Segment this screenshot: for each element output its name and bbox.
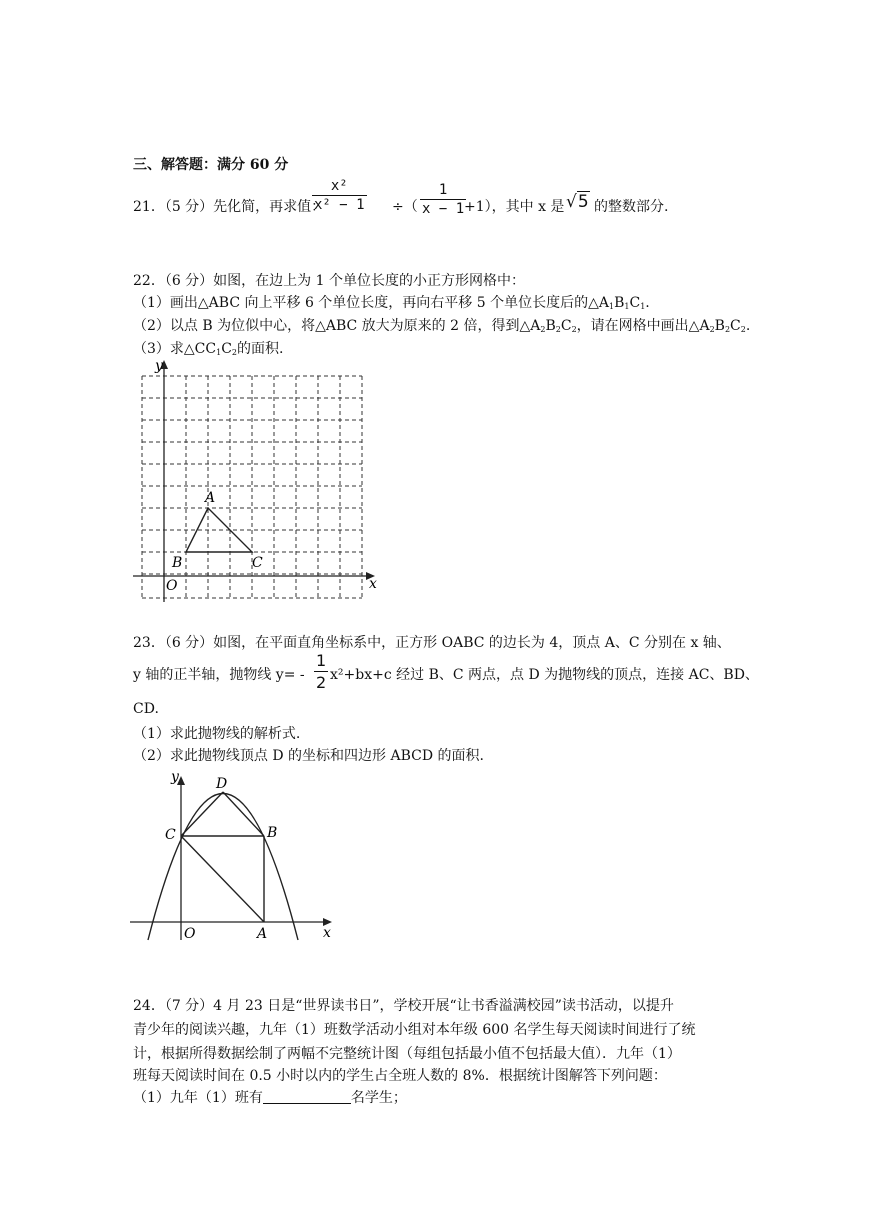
q21-frac1-denominator: x² − 1 — [314, 197, 365, 213]
point-c-label: C — [252, 555, 263, 571]
q22-part-3: （3）求$\triangle CC_1C_2$的面积. — [133, 341, 284, 357]
square-and-segments — [181, 792, 264, 922]
point-a-label: A — [257, 926, 268, 942]
q22-part-1: （1）画出△ABC 向上平移 6 个单位长度，再向右平移 5 个单位长度后的$\triangle A_1B_1C_1$. — [133, 295, 650, 311]
point-c-label: C — [165, 827, 176, 843]
q21-fraction-2 — [420, 182, 466, 217]
q21-frac2-numerator: 1 — [438, 182, 448, 198]
q23-line-2-pre: y 轴的正半轴，抛物线 y= - — [133, 667, 305, 683]
x-axis-label: x — [323, 925, 331, 941]
section-heading: 三、解答题：满分 60 分 — [133, 157, 289, 173]
q24-part-1: （1）九年（1）班有 名学生； — [133, 1090, 407, 1106]
q23-part-2: （2）求此抛物线顶点 D 的坐标和四边形 ABCD 的面积. — [133, 748, 484, 764]
q23-parabola-figure — [125, 765, 350, 945]
fraction-bar — [312, 195, 367, 196]
y-axis-label: y — [155, 358, 163, 374]
q22-part-2: （2）以点 B 为位似中心，将△ABC 放大为原来的 2 倍，得到$\triangle A_2B_2C_2$，请在网格中画出$\triangle A_2B_2C_2$. — [133, 318, 751, 334]
parabola-curve — [148, 794, 298, 941]
origin-label: O — [184, 926, 196, 942]
q21-tail: +1），其中 x 是 — [464, 199, 565, 215]
q22-lead: 22．（6 分）如图，在边上为 1 个单位长度的小正方形网格中： — [133, 273, 525, 289]
q23-frac-denominator: 2 — [316, 673, 327, 692]
q23-fraction — [314, 651, 328, 692]
q21-lead: 21．（5 分）先化简，再求值： — [133, 199, 326, 215]
answer-blank[interactable] — [263, 1091, 351, 1104]
q21-frac2-denominator: x − 1 — [422, 201, 465, 217]
q21-fraction-1 — [312, 178, 367, 213]
q23-line-2-post: x²+bx+c 经过 B、C 两点，点 D 为抛物线的顶点，连接 AC、BD、 — [330, 667, 759, 683]
q21-frac1-numerator: x² — [330, 178, 348, 194]
q21-sqrt-radicand: 5 — [577, 192, 589, 212]
point-a-label: A — [205, 490, 216, 506]
q24-line-4: 班每天阅读时间在 0.5 小时以内的学生占全班人数的 8%．根据统计图解答下列问题： — [133, 1068, 667, 1084]
q22-grid-figure — [125, 350, 385, 605]
q23-part-1: （1）求此抛物线的解析式. — [133, 726, 301, 742]
fraction-bar — [420, 199, 466, 200]
q21-divide: ÷（ — [392, 199, 418, 215]
point-b-label: B — [267, 825, 278, 841]
q24-line-3: 计，根据所得数据绘制了两幅不完整统计图（每组包括最小值不包括最大值）．九年（1） — [133, 1046, 681, 1062]
origin-label: O — [166, 578, 178, 594]
y-axis-label: y — [171, 769, 179, 785]
q23-line-3: CD. — [133, 701, 159, 717]
x-axis-label: x — [369, 576, 377, 592]
q24-line-1: 24．（7 分）4 月 23 日是“世界读书日”，学校开展“让书香溢满校园”读书活动，以提升 — [133, 998, 674, 1014]
q23-frac-numerator: 1 — [316, 651, 327, 670]
q21-end: 的整数部分. — [594, 199, 669, 215]
fraction-bar — [314, 671, 328, 672]
point-d-label: D — [216, 776, 228, 792]
sqrt-symbol: √5 — [566, 192, 589, 212]
q23-line-1: 23．（6 分）如图，在平面直角坐标系中，正方形 OABC 的边长为 4，顶点 A、C 分别在 x 轴、 — [133, 635, 731, 651]
point-b-label: B — [172, 555, 183, 571]
q24-line-2: 青少年的阅读兴趣，九年（1）班数学活动小组对本年级 600 名学生每天阅读时间进行了统 — [133, 1022, 696, 1038]
